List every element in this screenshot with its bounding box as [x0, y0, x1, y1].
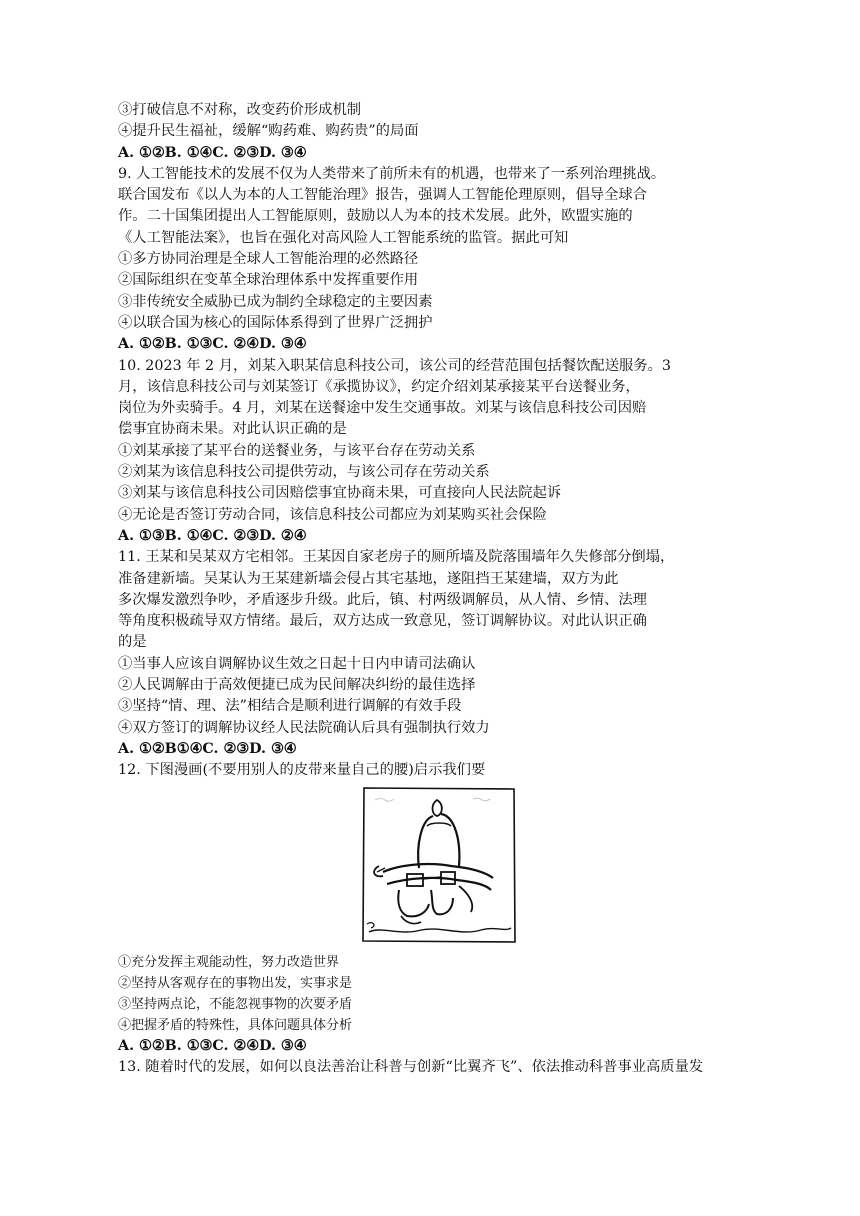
text-line: 《人工智能法案》，也旨在强化对高风险人工智能系统的监管。据此可知	[118, 229, 569, 246]
text-line: ③非传统安全威胁已成为制约全球稳定的主要因素	[118, 293, 433, 310]
text-line: ④双方签订的调解协议经人民法院确认后具有强制执行效力	[118, 719, 490, 736]
text-line: 联合国发布《以人为本的人工智能治理》报告，强调人工智能伦理原则，倡导全球合	[118, 187, 647, 204]
text-line: A. ①③B. ①④C. ②③D. ②④	[118, 527, 307, 544]
text-line: 岗位为外卖骑手。4 月，刘某在送餐途中发生交通事故。刘某与该信息科技公司因赔	[118, 400, 647, 417]
text-line: 准备建新墙。吴某认为王某建新墙会侵占其宅基地，遂阻挡王某建墙，双方为此	[118, 570, 619, 587]
text-line: A. ①②B. ①③C. ②④D. ③④	[118, 1037, 307, 1054]
text-line: ②刘某为该信息科技公司提供劳动，与该公司存在劳动关系	[118, 464, 490, 481]
text-line: ①刘某承接了某平台的送餐业务，与该平台存在劳动关系	[118, 442, 476, 459]
text-line: ①充分发挥主观能动性，努力改造世界	[118, 954, 340, 970]
text-line: ②坚持从客观存在的事物出发，实事求是	[118, 975, 353, 991]
exam-page	[118, 100, 744, 1078]
text-line: ③坚持“情、理、法”相结合是顺利进行调解的有效手段	[118, 698, 462, 715]
question-text-block-top	[118, 100, 744, 782]
text-line: 13. 随着时代的发展，如何以良法善治让科普与创新“比翼齐飞”、依法推动科普事业高质量发	[118, 1058, 704, 1075]
text-line: 9. 人工智能技术的发展不仅为人类带来了前所未有的机遇，也带来了一系列治理挑战。	[118, 165, 666, 182]
text-line: 多次爆发激烈争吵，矛盾逐步升级。此后，镇、村两级调解员，从人情、乡情、法理	[118, 591, 647, 608]
question-text-block-bottom	[118, 952, 744, 1079]
text-line: 月，该信息科技公司与刘某签订《承揽协议》，约定介绍刘某承接某平台送餐业务，	[118, 378, 640, 395]
text-line: ③坚持两点论，不能忽视事物的次要矛盾	[118, 996, 353, 1012]
text-line: 11. 王某和吴某双方宅相邻。王某因自家老房子的厕所墙及院落围墙年久失修部分倒塌，	[118, 549, 675, 566]
text-line: 的是	[118, 634, 147, 651]
text-line: ①多方协同治理是全球人工智能治理的必然路径	[118, 251, 419, 268]
text-line: ③刘某与该信息科技公司因赔偿事宜协商未果，可直接向人民法院起诉	[118, 485, 562, 502]
text-line: A. ①②B①④C. ②③D. ③④	[118, 740, 297, 757]
text-line: ③打破信息不对称，改变药价形成机制	[118, 102, 362, 118]
belt-cartoon-icon	[361, 786, 517, 944]
text-line: A. ①②B. ①④C. ②③D. ③④	[118, 144, 307, 161]
cartoon-figure-area	[118, 782, 744, 952]
text-line: ④以联合国为核心的国际体系得到了世界广泛拥护	[118, 314, 433, 331]
text-line: 等角度积极疏导双方情绪。最后，双方达成一致意见，签订调解协议。对此认识正确	[118, 613, 647, 630]
text-line: 作。二十国集团提出人工智能原则，鼓励以人为本的技术发展。此外，欧盟实施的	[118, 208, 633, 225]
text-line: ②国际组织在变革全球治理体系中发挥重要作用	[118, 272, 419, 289]
text-line: 偿事宜协商未果。对此认识正确的是	[118, 421, 347, 438]
text-line: ④提升民生福祉，缓解“购药难、购药贵”的局面	[118, 123, 419, 140]
text-line: ④无论是否签订劳动合同，该信息科技公司都应为刘某购买社会保险	[118, 506, 547, 523]
text-line: ④把握矛盾的特殊性，具体问题具体分析	[118, 1017, 353, 1033]
text-line: ①当事人应该自调解协议生效之日起十日内申请司法确认	[118, 655, 476, 672]
text-line: A. ①②B. ①③C. ②④D. ③④	[118, 336, 307, 353]
text-line: 10. 2023 年 2 月，刘某入职某信息科技公司，该公司的经营范围包括餐饮配送服务。3	[118, 357, 671, 374]
text-line: 12. 下图漫画(不要用别人的皮带来量自己的腰)启示我们要	[118, 762, 486, 779]
text-line: ②人民调解由于高效便捷已成为民间解决纠纷的最佳选择	[118, 677, 476, 694]
